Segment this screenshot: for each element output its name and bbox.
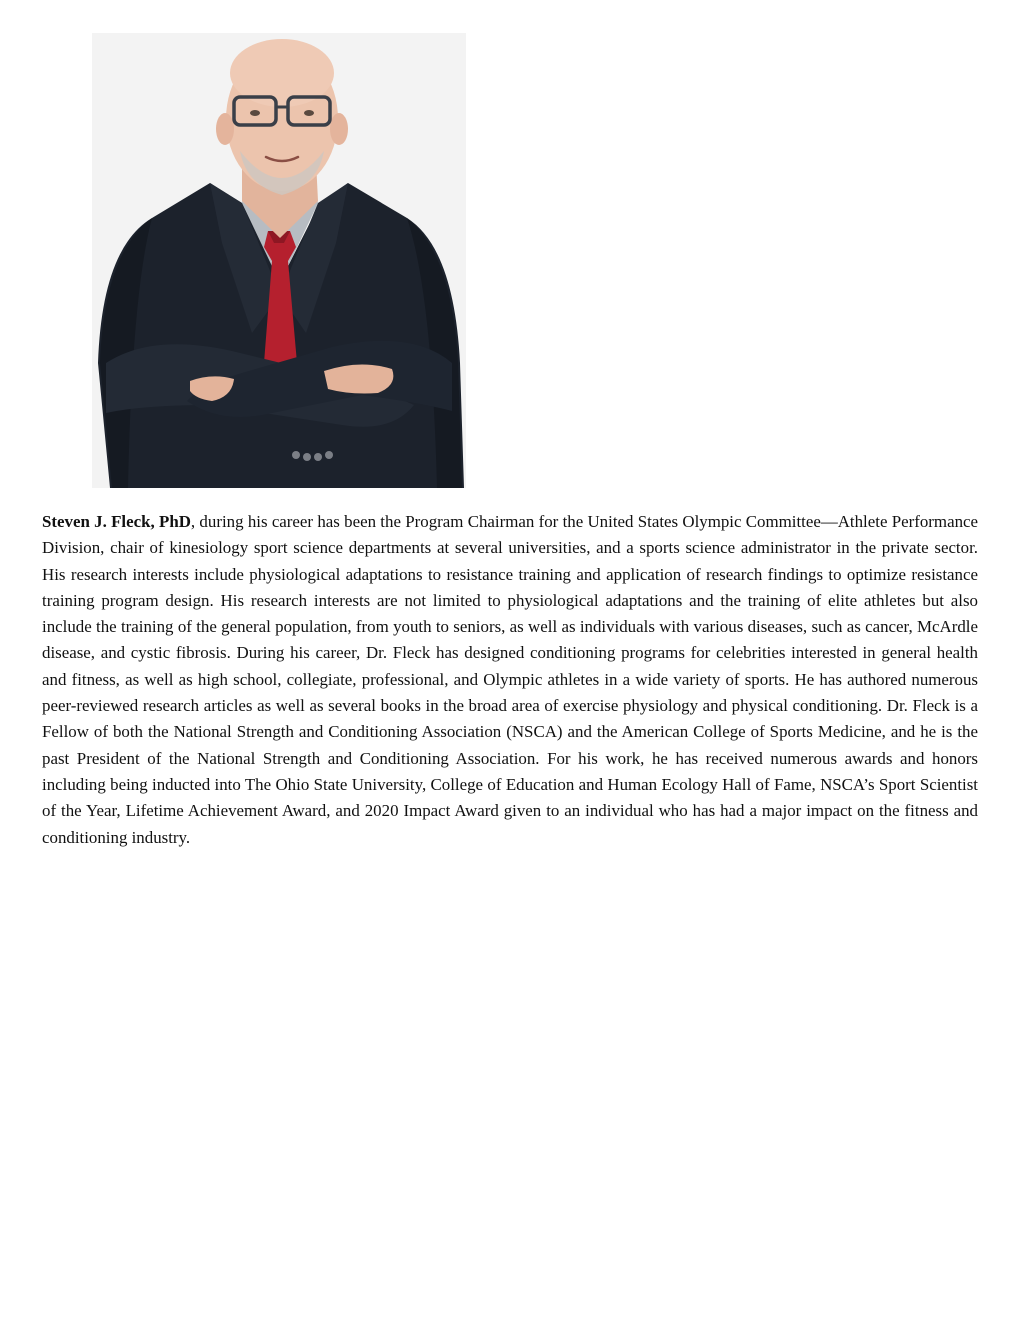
author-bio: [42, 509, 978, 851]
author-photo: [92, 33, 466, 488]
author-photo-icon: [92, 33, 466, 488]
author-bio-text: , during his career has been the Program Chairman for the United States Olympic Committee—Athlete Performance Division, chair of kinesiology sport science departments at several universities, and a sports science administrator in the private sector. His research interests include physiological adaptations to resistance training and application of research findings to optimize resistance training program design. His research interests are not limited to physiological adaptations and the training of elite athletes but also include the training of the general population, from youth to seniors, as well as individuals with various diseases, such as cancer, McArdle disease, and cystic fibrosis. During his career, Dr. Fleck has designed conditioning programs for celebrities interested in general health and fitness, as well as high school, collegiate, professional, and Olympic athletes in a wide variety of sports. He has authored numerous peer-reviewed research articles as well as several books in the broad area of exercise physiology and physical conditioning. Dr. Fleck is a Fellow of both the National Strength and Conditioning Association (NSCA) and the American College of Sports Medicine, and he is the past President of the National Strength and Conditioning Association. For his work, he has received numerous awards and honors including being inducted into The Ohio State University, College of Education and Human Ecology Hall of Fame, NSCA’s Sport Scientist of the Year, Lifetime Achievement Award, and 2020 Impact Award given to an individual who has had a major impact on the fitness and conditioning industry.: [42, 512, 979, 847]
author-name: Steven J. Fleck, PhD: [42, 512, 191, 531]
